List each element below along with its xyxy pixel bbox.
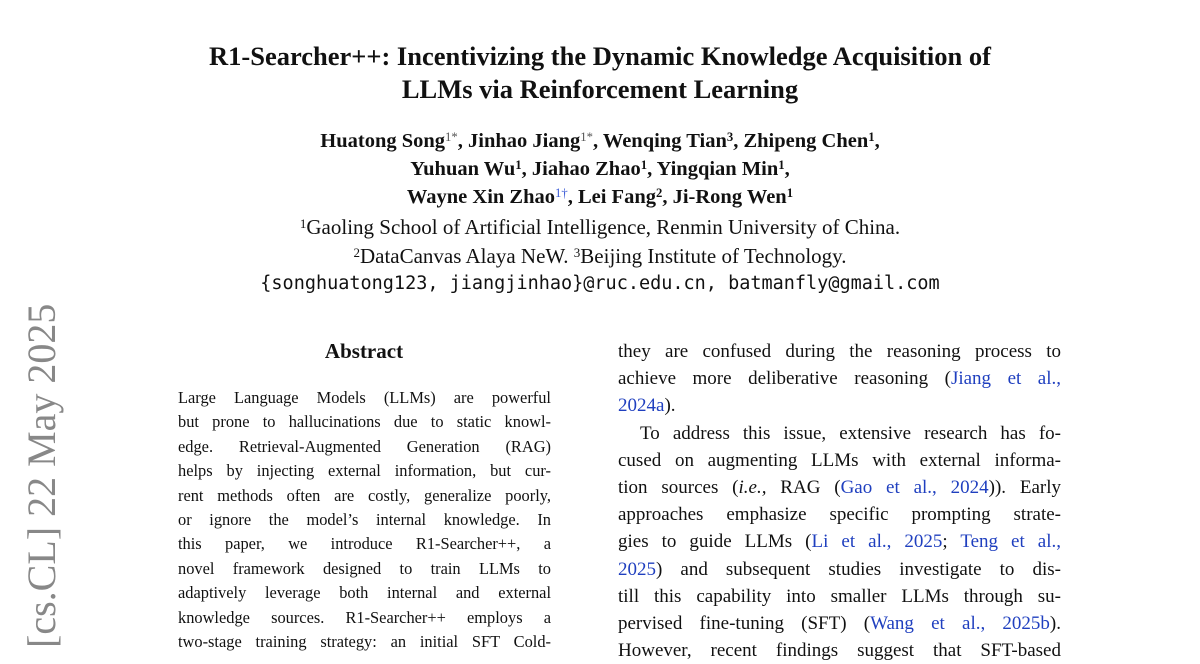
body-line: To address this issue, extensive research has fo- <box>640 422 1061 444</box>
citation-link[interactable]: Li et al., 2025 <box>811 531 943 553</box>
body-line <box>618 474 1061 501</box>
abstract-body <box>178 386 551 654</box>
affiliation-line-1 <box>0 213 1200 242</box>
abstract-line: rent methods often are costly, generalize poorly, <box>178 485 551 505</box>
abstract-line: or ignore the model’s internal knowledge. In <box>178 510 551 530</box>
author-sup: 3 <box>726 129 734 144</box>
author-sup: 1 <box>515 157 522 172</box>
body-line <box>618 392 1061 419</box>
abstract-line: knowledge sources. R1-Searcher++ employs a <box>178 607 551 627</box>
body-text: gies to guide LLMs ( <box>618 531 812 553</box>
author-sup: 1 <box>778 157 785 172</box>
author-name: Jiahao Zhao <box>531 158 641 180</box>
author-name: Yuhuan Wu <box>410 158 516 180</box>
abstract-line: Large Language Models (LLMs) are powerful <box>178 388 551 407</box>
author-name: Yingqian Min <box>656 158 779 180</box>
body-text: RAG ( <box>766 477 841 499</box>
body-line: they are confused during the reasoning process to <box>618 341 1061 362</box>
abstract-line: edge. Retrieval-Augmented Generation (RAG) <box>178 436 551 456</box>
abstract-line: novel framework designed to train LLMs to <box>178 558 551 578</box>
author-line-3: Wayne Xin Zhao$^{1\dagger}$, Lei Fang$^2$, Ji-Rong Wen$^1$ <box>406 185 794 208</box>
affiliation-sup: 3 <box>573 244 581 260</box>
affiliation-text: DataCanvas Alaya NeW. <box>359 244 569 268</box>
author-sup: 1 <box>640 157 648 172</box>
citation-link[interactable]: 2024a <box>618 395 665 417</box>
body-text: ; <box>942 531 961 553</box>
body-line <box>618 610 1061 637</box>
author-line-1: Huatong Song$^{1*}$, Jinhao Jiang$^{1*}$, Wenqing Tian$^3$, Zhipeng Chen$^1$, <box>320 129 880 152</box>
body-line <box>618 365 1061 392</box>
abstract-line: two-stage training strategy: an initial SFT Cold- <box>178 632 551 652</box>
affiliation-text: Gaoling School of Artificial Intelligence, Renmin University of China. <box>306 215 901 239</box>
body-line <box>618 528 1061 555</box>
abstract-line: this paper, we introduce R1-Searcher++, a <box>178 534 551 554</box>
abstract-line: adaptively leverage both internal and external <box>178 583 551 603</box>
abstract-line: helps by injecting external information, but cur- <box>178 461 551 481</box>
author-sup: 1 <box>868 129 875 144</box>
affiliations <box>0 213 1200 271</box>
body-line: However, recent findings suggest that SFT-based <box>618 640 1061 662</box>
author-name: Ji-Rong Wen <box>672 186 787 208</box>
body-text: ). <box>664 395 676 417</box>
body-text: )). Early <box>988 477 1061 499</box>
author-name: Huatong Song <box>320 130 446 152</box>
affiliation-sup: 2 <box>353 244 360 260</box>
author-sup: 1* <box>580 129 593 144</box>
affiliation-sup: 1 <box>299 215 307 231</box>
author-line-2: Yuhuan Wu$^1$, Jiahao Zhao$^1$, Yingqian Min$^1$, <box>410 157 790 180</box>
contact-email: {songhuatong123, jiangjinhao}@ruc.edu.cn, batmanfly@gmail.com <box>260 273 940 294</box>
author-sup: 2 <box>656 185 663 200</box>
author-name: Wenqing Tian <box>602 130 727 152</box>
body-text: tion sources ( <box>618 477 739 499</box>
arxiv-sidebar-stamp: [cs.CL] 22 May 2025 <box>19 303 64 648</box>
author-sup: 1* <box>445 129 458 144</box>
author-name: Jinhao Jiang <box>468 130 581 152</box>
body-text: pervised fine-tuning (SFT) ( <box>618 613 871 635</box>
author-sup: 1 <box>786 185 794 200</box>
affiliation-line-2 <box>0 242 1200 271</box>
abstract-heading: Abstract <box>324 339 404 363</box>
abstract-line: but prone to hallucinations due to static knowl- <box>178 412 551 432</box>
author-sup: 1† <box>555 185 568 200</box>
author-name: Zhipeng Chen <box>743 130 869 152</box>
body-line <box>618 556 1061 583</box>
citation-link[interactable]: Teng et al., <box>960 531 1061 553</box>
paper-title <box>0 40 1200 106</box>
citation-link[interactable]: Gao et al., 2024 <box>840 477 989 499</box>
title-line-2: LLMs via Reinforcement Learning <box>401 74 799 104</box>
citation-link[interactable]: Wang et al., 2025b <box>870 613 1050 635</box>
body-italic: i.e., <box>738 477 767 499</box>
title-line-1: R1-Searcher++: Incentivizing the Dynamic Knowledge Acquisition of <box>209 41 991 71</box>
author-list <box>0 127 1200 211</box>
body-text: achieve more deliberative reasoning ( <box>618 368 951 390</box>
affiliation-text: Beijing Institute of Technology. <box>580 244 847 268</box>
author-name: Lei Fang <box>577 186 656 208</box>
intro-column <box>618 338 1061 664</box>
body-line: till this capability into smaller LLMs through su- <box>618 585 1061 607</box>
citation-link[interactable]: 2025 <box>618 558 656 580</box>
citation-link[interactable]: Jiang et al., <box>950 368 1061 390</box>
body-text: ). <box>1049 613 1061 635</box>
body-text: ) and subsequent studies investigate to dis- <box>656 558 1061 580</box>
author-name: Wayne Xin Zhao <box>406 186 556 208</box>
body-line: approaches emphasize specific prompting strate- <box>618 504 1061 526</box>
body-line: cused on augmenting LLMs with external informa- <box>618 449 1061 471</box>
